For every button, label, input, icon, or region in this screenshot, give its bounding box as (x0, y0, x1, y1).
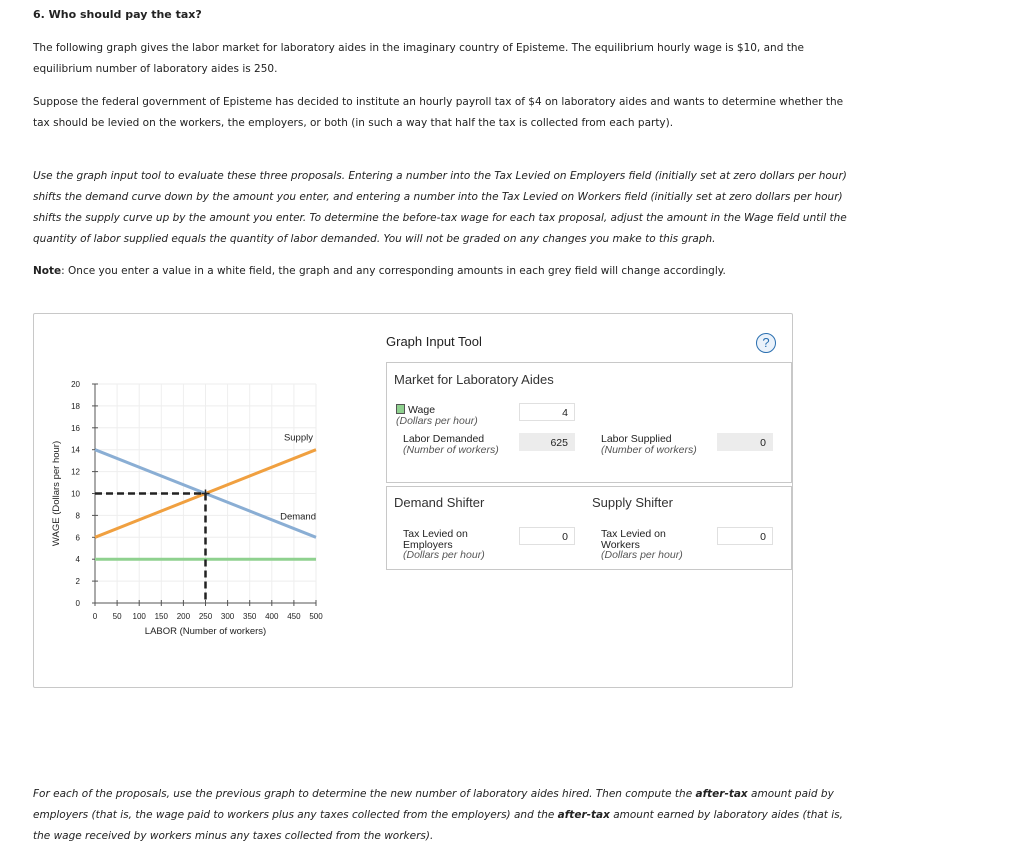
demand-shifter-title: Demand Shifter (394, 495, 485, 510)
worker-tax-label: Tax Levied on Workers (Dollars per hour) (601, 528, 683, 561)
x-tick-label: 500 (309, 612, 323, 621)
wage-legend-swatch (396, 404, 405, 414)
labor-demanded-label: Labor Demanded (Number of workers) (403, 433, 499, 456)
question-title: 6. Who should pay the tax? (33, 8, 202, 21)
worker-tax-input[interactable]: 0 (717, 527, 773, 545)
help-icon[interactable]: ? (756, 333, 776, 353)
supply-shifter-title: Supply Shifter (592, 495, 673, 510)
labor-market-chart[interactable] (34, 314, 384, 687)
y-tick-label: 4 (75, 555, 80, 565)
y-tick-label: 18 (71, 401, 80, 411)
y-tick-label: 14 (71, 445, 80, 455)
note-text: : Once you enter a value in a white field, the graph and any corresponding amounts in each grey field will change accordingly. (61, 265, 726, 277)
followup-paragraph: For each of the proposals, use the previous graph to determine the new number of laboratory aides hired. Then compute the after-tax amount paid by employers (that is, the wage paid to workers plus any taxes collected from the employers) and the after-tax amount earned by laboratory aides (that is, the wage received by workers minus any taxes collected from the workers). (33, 788, 843, 842)
y-axis-title: WAGE (Dollars per hour) (51, 440, 62, 547)
x-tick-label: 300 (220, 612, 235, 621)
y-tick-label: 12 (71, 467, 80, 477)
market-title: Market for Laboratory Aides (394, 372, 554, 387)
market-box (386, 362, 792, 483)
x-tick-label: 350 (243, 612, 257, 621)
demand-label: Demand (280, 511, 316, 523)
note-label: Note (33, 265, 62, 277)
labor-demanded-value: 625 (519, 433, 575, 451)
proposal-paragraph: Suppose the federal government of Episteme has decided to institute an hourly payroll tax of $4 on laboratory aides and wants to determine whether the tax should be levied on the workers, the employers, or both (in such a way that half the tax is collected from each party). (33, 96, 844, 129)
y-tick-label: 2 (75, 577, 80, 587)
x-tick-label: 400 (265, 612, 279, 621)
employer-tax-input[interactable]: 0 (519, 527, 575, 545)
x-tick-label: 250 (198, 612, 213, 621)
instructions-paragraph: Use the graph input tool to evaluate these three proposals. Entering a number into the Tax Levied on Employers field (initially set at zero dollars per hour) shifts the demand curve down by the amount you enter, and entering a number into the Tax Levied on Workers field (initially set at zero dollars per hour) shifts the supply curve up by the amount you enter. To determine the before-tax wage for each tax proposal, adjust the amount in the Wage field until the quantity of labor supplied equals the quantity of labor demanded. You will not be graded on any changes you make to this graph. (33, 170, 847, 245)
employer-tax-label: Tax Levied on Employers (Dollars per hour) (403, 528, 485, 561)
y-tick-label: 8 (75, 511, 80, 521)
wage-label: Wage (Dollars per hour) (396, 404, 478, 427)
x-axis-title: LABOR (Number of workers) (144, 626, 267, 637)
y-tick-label: 6 (75, 533, 80, 543)
wage-input[interactable]: 4 (519, 403, 575, 421)
y-tick-label: 0 (75, 599, 80, 608)
labor-supplied-value: 0 (717, 433, 773, 451)
graph-tool-container (33, 313, 793, 688)
supply-label: Supply (283, 432, 313, 444)
intro-paragraph: The following graph gives the labor market for laboratory aides in the imaginary country of Episteme. The equilibrium hourly wage is $10, and the equilibrium number of laboratory aides is 250. (33, 42, 804, 75)
x-tick-label: 100 (132, 612, 146, 621)
labor-supplied-label: Labor Supplied (Number of workers) (601, 433, 697, 456)
y-tick-label: 16 (71, 423, 80, 433)
shifter-box (386, 486, 792, 570)
x-tick-label: 200 (176, 612, 191, 621)
y-tick-label: 20 (71, 380, 80, 389)
x-tick-label: 0 (92, 612, 98, 621)
note-paragraph (33, 261, 853, 282)
x-tick-label: 450 (287, 612, 301, 621)
x-tick-label: 150 (154, 612, 168, 621)
graph-input-tool-title: Graph Input Tool (386, 334, 482, 349)
x-tick-label: 50 (112, 612, 122, 621)
y-tick-label: 10 (71, 489, 80, 499)
